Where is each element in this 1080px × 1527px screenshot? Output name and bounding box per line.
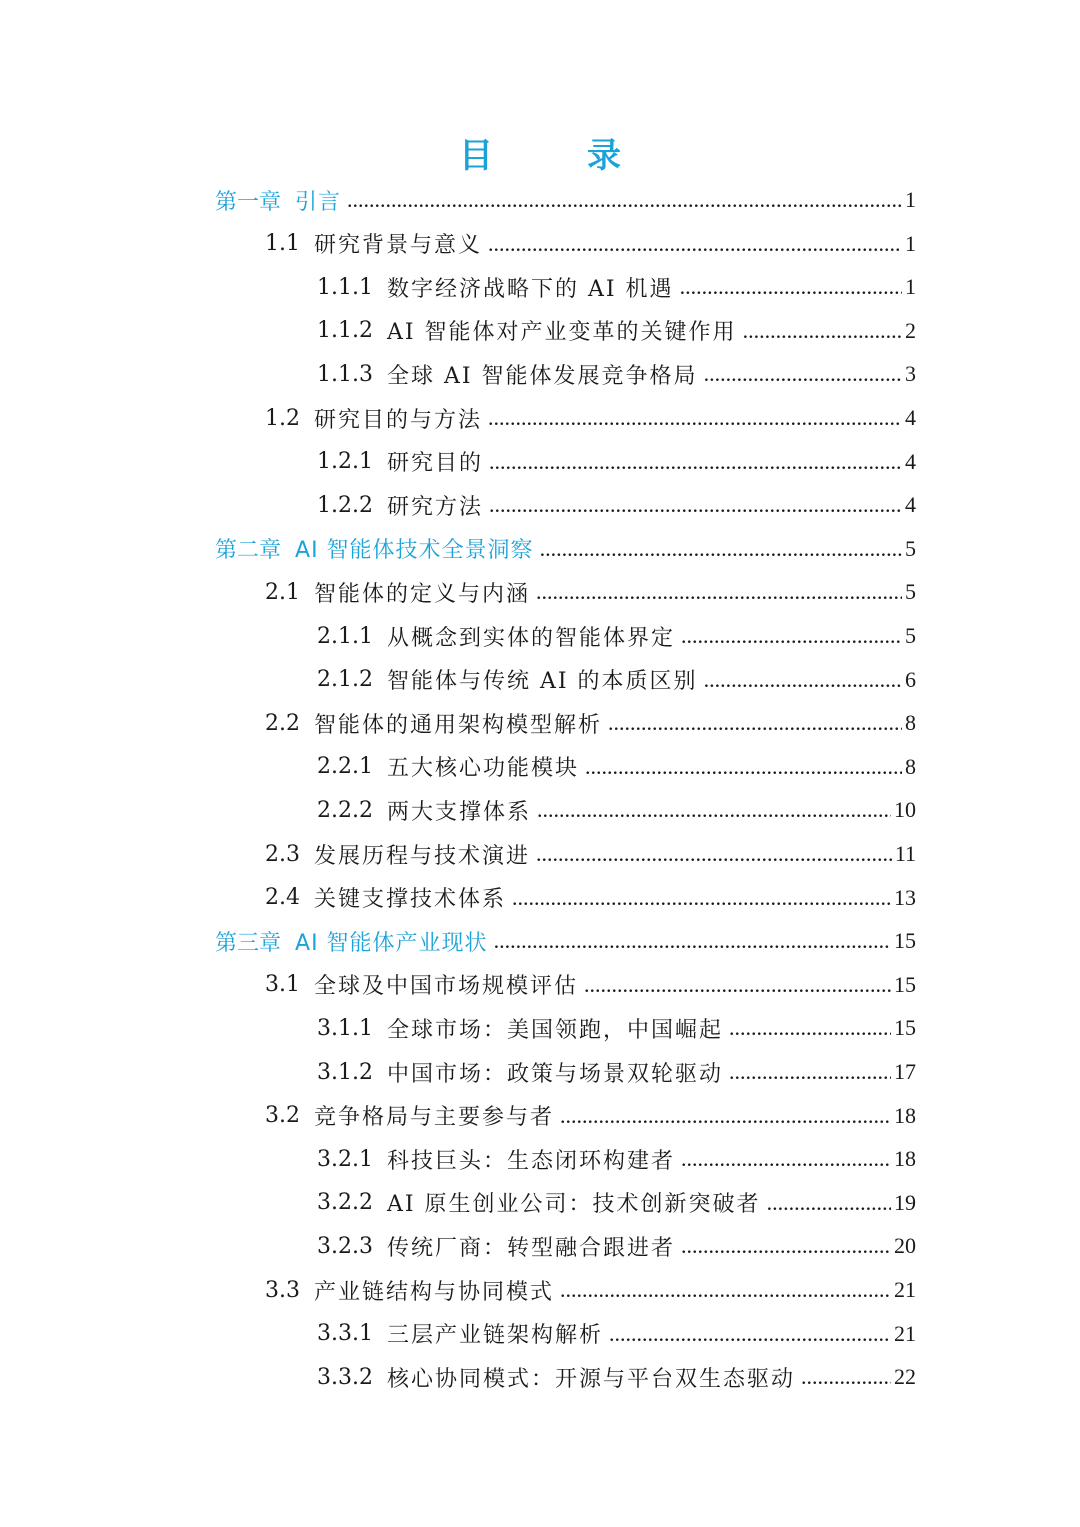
toc-section-entry[interactable] bbox=[317, 309, 916, 353]
dot-leader bbox=[704, 667, 902, 693]
toc-section-entry[interactable] bbox=[317, 1050, 916, 1094]
entry-number: 第三章 bbox=[215, 930, 282, 956]
entry-title: AI 智能体对产业变革的关键作用 bbox=[386, 320, 737, 346]
entry-title: 五大核心功能模块 bbox=[386, 756, 579, 782]
dot-leader bbox=[729, 1059, 891, 1085]
toc-section-entry[interactable] bbox=[317, 614, 916, 658]
entry-number: 3.3.2 bbox=[317, 1364, 373, 1390]
entry-number: 第一章 bbox=[215, 189, 282, 215]
toc-section-entry[interactable] bbox=[317, 1312, 916, 1356]
dot-leader bbox=[680, 274, 902, 300]
entry-number: 1.2.2 bbox=[317, 492, 373, 518]
entry-number: 第二章 bbox=[215, 538, 282, 564]
toc-section-entry[interactable] bbox=[265, 876, 916, 920]
entry-page-number: 15 bbox=[894, 1015, 916, 1041]
entry-number: 1.2.1 bbox=[317, 449, 373, 475]
entry-page-number: 18 bbox=[894, 1102, 916, 1128]
entry-number: 2.4 bbox=[265, 885, 300, 911]
entry-number: 3.2.2 bbox=[317, 1190, 373, 1216]
toc-section-entry[interactable] bbox=[317, 745, 916, 789]
entry-number: 2.2.2 bbox=[317, 797, 373, 823]
dot-leader bbox=[585, 754, 902, 780]
entry-title: 中国市场：政策与场景双轮驱动 bbox=[386, 1061, 723, 1087]
dot-leader bbox=[488, 231, 902, 257]
entry-title: AI 智能体技术全景洞察 bbox=[295, 538, 534, 564]
entry-page-number: 1 bbox=[905, 230, 916, 256]
entry-page-number: 21 bbox=[894, 1277, 916, 1302]
dot-leader bbox=[681, 1233, 891, 1259]
toc-section-entry[interactable] bbox=[317, 1355, 916, 1399]
toc-section-entry[interactable] bbox=[317, 1181, 916, 1225]
dot-leader bbox=[347, 187, 902, 213]
toc-section-entry[interactable] bbox=[317, 352, 916, 396]
entry-page-number: 15 bbox=[894, 971, 916, 997]
entry-title: 产业链结构与协同模式 bbox=[314, 1279, 555, 1305]
toc-chapter-entry[interactable] bbox=[215, 919, 916, 963]
toc-section-entry[interactable] bbox=[265, 1268, 916, 1312]
entry-page-number: 10 bbox=[894, 797, 916, 823]
entry-number: 1.1.1 bbox=[317, 274, 373, 300]
entry-title: AI 智能体产业现状 bbox=[295, 930, 488, 956]
toc-chapter-entry[interactable] bbox=[215, 527, 916, 571]
entry-title: 三层产业链架构解析 bbox=[386, 1323, 603, 1349]
entry-number: 1.1.3 bbox=[317, 361, 373, 387]
entry-page-number: 21 bbox=[894, 1320, 916, 1346]
entry-page-number: 6 bbox=[905, 666, 916, 692]
entry-title: 两大支撑体系 bbox=[386, 799, 531, 825]
entry-number: 1.2 bbox=[265, 405, 300, 431]
toc-section-entry[interactable] bbox=[265, 832, 916, 876]
entry-title: 科技巨头：生态闭环构建者 bbox=[386, 1148, 675, 1174]
entry-page-number: 11 bbox=[894, 841, 916, 866]
entry-page-number: 5 bbox=[905, 535, 916, 561]
entry-title: 研究目的 bbox=[386, 451, 483, 477]
dot-leader bbox=[767, 1190, 891, 1216]
entry-page-number: 8 bbox=[905, 710, 916, 736]
dot-leader bbox=[537, 797, 891, 823]
entry-title: 全球及中国市场规模评估 bbox=[314, 974, 579, 1000]
entry-title: AI 原生创业公司：技术创新突破者 bbox=[386, 1192, 761, 1218]
entry-title: 研究方法 bbox=[386, 494, 483, 520]
entry-number: 3.1.1 bbox=[317, 1015, 373, 1041]
entry-number: 2.1.2 bbox=[317, 667, 373, 693]
entry-page-number: 5 bbox=[905, 623, 916, 648]
toc-section-entry[interactable] bbox=[265, 396, 916, 440]
entry-number: 2.2 bbox=[265, 710, 300, 736]
entry-number: 3.2 bbox=[265, 1103, 300, 1129]
toc-section-entry[interactable] bbox=[265, 222, 916, 266]
entry-page-number: 4 bbox=[905, 448, 916, 474]
entry-page-number: 4 bbox=[905, 492, 916, 518]
dot-leader bbox=[801, 1364, 891, 1390]
dot-leader bbox=[540, 536, 902, 562]
toc-section-entry[interactable] bbox=[317, 440, 916, 484]
dot-leader bbox=[488, 405, 902, 431]
dot-leader bbox=[494, 928, 891, 954]
entry-title: 竞争格局与主要参与者 bbox=[314, 1105, 555, 1131]
entry-title: 研究背景与意义 bbox=[314, 233, 483, 259]
entry-number: 2.1 bbox=[265, 579, 300, 605]
dot-leader bbox=[729, 1015, 891, 1041]
dot-leader bbox=[512, 885, 891, 911]
entry-title: 从概念到实体的智能体界定 bbox=[386, 625, 675, 651]
entry-number: 3.3 bbox=[265, 1277, 300, 1303]
entry-title: 智能体与传统 AI 的本质区别 bbox=[386, 669, 698, 695]
dot-leader bbox=[609, 1321, 891, 1347]
entry-number: 1.1 bbox=[265, 231, 300, 257]
entry-page-number: 13 bbox=[894, 884, 916, 910]
entry-number: 2.3 bbox=[265, 841, 300, 867]
entry-page-number: 4 bbox=[905, 405, 916, 430]
entry-page-number: 17 bbox=[894, 1059, 916, 1084]
entry-number: 3.2.1 bbox=[317, 1146, 373, 1172]
toc-section-entry[interactable] bbox=[317, 265, 916, 309]
dot-leader bbox=[536, 841, 892, 867]
entry-page-number: 1 bbox=[905, 187, 916, 212]
entry-title: 核心协同模式：开源与平台双生态驱动 bbox=[386, 1366, 795, 1392]
toc-section-entry[interactable] bbox=[317, 483, 916, 527]
toc-section-entry[interactable] bbox=[265, 1094, 916, 1138]
dot-leader bbox=[489, 492, 902, 518]
entry-title: 数字经济战略下的 AI 机遇 bbox=[386, 276, 674, 302]
dot-leader bbox=[681, 623, 902, 649]
toc-section-entry[interactable] bbox=[317, 1137, 916, 1181]
entry-title: 智能体的定义与内涵 bbox=[314, 581, 531, 607]
dot-leader bbox=[560, 1277, 891, 1303]
entry-page-number: 1 bbox=[905, 274, 916, 300]
entry-number: 1.1.2 bbox=[317, 318, 373, 344]
toc-section-entry[interactable] bbox=[317, 1006, 916, 1050]
entry-page-number: 15 bbox=[894, 928, 916, 954]
dot-leader bbox=[489, 449, 902, 475]
entry-title: 关键支撑技术体系 bbox=[314, 887, 507, 913]
dot-leader bbox=[560, 1103, 891, 1129]
toc-section-entry[interactable] bbox=[317, 1224, 916, 1268]
toc-section-entry[interactable] bbox=[317, 788, 916, 832]
entry-page-number: 19 bbox=[894, 1189, 916, 1215]
entry-number: 3.1 bbox=[265, 972, 300, 998]
dot-leader bbox=[536, 579, 902, 605]
entry-page-number: 18 bbox=[894, 1146, 916, 1172]
entry-page-number: 2 bbox=[905, 317, 916, 343]
dot-leader bbox=[681, 1146, 891, 1172]
entry-title: 引言 bbox=[295, 189, 342, 215]
entry-page-number: 22 bbox=[894, 1364, 916, 1390]
entry-title: 智能体的通用架构模型解析 bbox=[314, 712, 603, 738]
entry-page-number: 8 bbox=[905, 753, 916, 779]
entry-title: 发展历程与技术演进 bbox=[314, 843, 531, 869]
toc-section-entry[interactable] bbox=[265, 701, 916, 745]
toc-section-entry[interactable] bbox=[317, 658, 916, 702]
entry-title: 传统厂商：转型融合跟进者 bbox=[386, 1235, 675, 1261]
dot-leader bbox=[704, 361, 902, 387]
entry-page-number: 20 bbox=[894, 1233, 916, 1259]
toc-section-entry[interactable] bbox=[265, 963, 916, 1007]
entry-number: 3.3.1 bbox=[317, 1321, 373, 1347]
entry-number: 2.1.1 bbox=[317, 623, 373, 649]
dot-leader bbox=[608, 710, 902, 736]
toc-section-entry[interactable] bbox=[265, 570, 916, 614]
entry-number: 2.2.1 bbox=[317, 754, 373, 780]
entry-number: 3.2.3 bbox=[317, 1233, 373, 1259]
entry-number: 3.1.2 bbox=[317, 1059, 373, 1085]
entry-title: 全球市场：美国领跑，中国崛起 bbox=[386, 1017, 723, 1043]
toc-title: 目 录 bbox=[459, 136, 651, 176]
entry-page-number: 3 bbox=[905, 361, 916, 387]
entry-title: 全球 AI 智能体发展竞争格局 bbox=[386, 363, 698, 389]
dot-leader bbox=[743, 318, 902, 344]
entry-title: 研究目的与方法 bbox=[314, 407, 483, 433]
entry-page-number: 5 bbox=[905, 579, 916, 605]
toc-chapter-entry[interactable] bbox=[215, 178, 916, 222]
dot-leader bbox=[584, 972, 891, 998]
